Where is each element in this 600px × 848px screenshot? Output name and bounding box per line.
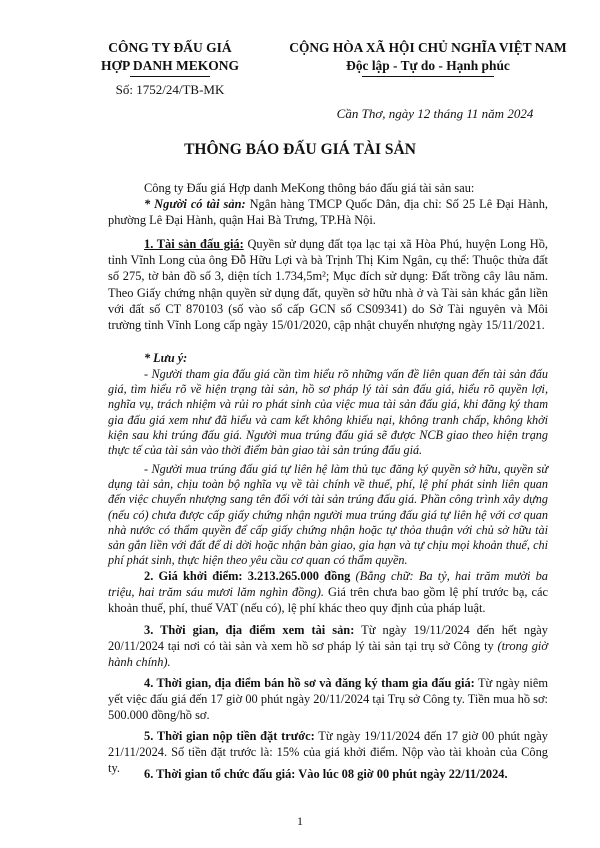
owner-label: * Người có tài sản: xyxy=(144,197,246,211)
asset-text: Quyền sử dụng đất tọa lạc tại xã Hòa Phú, huyện Long Hồ, tỉnh Vĩnh Long của ông Đỗ Hữu Lợi và bà Trịnh Thị Kim Ngân, cụ thể: Thuộc thửa đất số 275, tờ bản đồ số 3, diện tích 1.734,5m²; Mục đích sử dụng: Đất trồng cây lâu năm. Theo Giấy chứng nhận quyền sử dụng đất, quyền sở hữu nhà ở và Tài sản khác gắn liền với đất số CT 870103 (số vào sổ cấp GCN số CS09341) do Sở Tài nguyên và Môi trường tỉnh Vĩnh Long cấp ngày 15/01/2020, cập nhật chuyển nhượng ngày 15/11/2021. xyxy=(108,237,548,333)
asset-paragraph xyxy=(108,236,548,333)
deposit-text: Từ ngày 19/11/2024 đến 17 giờ 00 phút ngày 21/11/2024. Số tiền đặt trước là: 15% của giá khởi điểm. Nộp vào tài khoản của Công ty. xyxy=(108,729,548,776)
starting-price-words: (Bằng chữ: Ba tỷ, hai trăm mười ba triệu, hai trăm sáu mươi lăm nghìn đồng). xyxy=(108,569,549,600)
viewing-label: 3. Thời gian, địa điểm xem tài sản: xyxy=(144,623,355,637)
starting-price-text: Giá trên chưa bao gồm lệ phí trước bạ, các khoản thuế, phí, thuế VAT (nếu có), lệ phí khác theo quy định của pháp luật. xyxy=(108,585,548,616)
auction-time: 6. Thời gian tổ chức đấu giá: Vào lúc 08 giờ 00 phút ngày 22/11/2024. xyxy=(144,767,508,781)
registration-paragraph xyxy=(108,675,548,724)
note-2: - Người mua trúng đấu giá tự liên hệ làm thủ tục đăng ký quyền sở hữu, quyền sử dụng tài sản, chịu toàn bộ nghĩa vụ về tài chính về thuế, phí, lệ phí phát sinh liên quan đến việc chuyển nhượng sang tên đối với tài sản trúng đấu giá. Phần công trình xây dựng (nếu có) chưa được cấp giấy chứng nhận người mua trúng đấu giá tự liên hệ với cơ quan nhà nước có thẩm quyền để cấp giấy chứng nhận hoặc tự thỏa thuận với chủ sở hữu tài sản gắn liền với đất để di dời hoặc nhận bàn giao, gia hạn và tự chịu mọi khoản thuế, chi phí phát sinh, thực hiện theo yêu cầu cơ quan có thẩm quyền. xyxy=(108,462,548,568)
intro-text: Công ty Đấu giá Hợp danh MeKong thông báo đấu giá tài sản sau: xyxy=(144,181,475,195)
national-motto: Độc lập - Tự do - Hạnh phúc xyxy=(346,58,510,73)
document-title: THÔNG BÁO ĐẤU GIÁ TÀI SẢN xyxy=(184,141,416,158)
registration-label: 4. Thời gian, địa điểm bán hồ sơ và đăng ký tham gia đấu giá: xyxy=(144,676,475,690)
starting-price-label: 2. Giá khởi điểm: 3.213.265.000 đồng xyxy=(144,569,351,583)
starting-price-paragraph xyxy=(108,568,548,617)
motto-underline xyxy=(362,76,494,77)
company-name-line2: HỢP DANH MEKONG xyxy=(101,58,239,73)
registration-text: Từ ngày niêm yết việc đấu giá đến 17 giờ 00 phút ngày 20/11/2024 tại Trụ sở Công ty. Tiền mua hồ sơ: 500.000 đồng/hồ sơ. xyxy=(108,676,548,723)
place-date: Cần Thơ, ngày 12 tháng 11 năm 2024 xyxy=(336,106,534,121)
note-1: - Người tham gia đấu giá cần tìm hiểu rõ những vấn đề liên quan đến tài sản đấu giá, tìm hiểu rõ về hiện trạng tài sản, hồ sơ pháp lý tài sản đấu giá, hiểu rõ quyền lợi, nghĩa vụ, trách nhiệm và rủi ro phát sinh của việc mua tài sản đấu giá, khi đăng ký tham gia đấu giá xem như đã hiểu và cam kết không khiếu nại, không tranh chấp, không khởi kiện sau khi trúng đấu giá. Người mua trúng đấu giá sẽ được NCB giao theo hiện trạng thực tế của tài sản vào thời điểm bàn giao tài sản trúng đấu giá. xyxy=(108,367,548,458)
notes-heading: * Lưu ý: xyxy=(144,351,188,365)
owner-text: Ngân hàng TMCP Quốc Dân, địa chỉ: Số 25 Lê Đại Hành, phường Lê Đại Hành, quận Hai Bà Trưng, TP.Hà Nội. xyxy=(108,197,548,228)
nation-title: CỘNG HÒA XÃ HỘI CHỦ NGHĨA VIỆT NAM xyxy=(289,40,567,55)
document-number: Số: 1752/24/TB-MK xyxy=(115,82,225,97)
viewing-paragraph xyxy=(108,622,548,671)
company-underline xyxy=(130,76,210,77)
company-name-line1: CÔNG TY ĐẤU GIÁ xyxy=(108,40,232,55)
viewing-hours: (trong giờ hành chính). xyxy=(108,639,548,670)
owner-paragraph xyxy=(108,196,548,228)
asset-label: 1. Tài sản đấu giá: xyxy=(144,237,244,251)
deposit-label: 5. Thời gian nộp tiền đặt trước: xyxy=(144,729,315,743)
viewing-text: Từ ngày 19/11/2024 đến hết ngày 20/11/2024 tại nơi có tài sản và xem hồ sơ pháp lý tài sản tại trụ sở Công ty xyxy=(108,623,548,654)
page-number: 1 xyxy=(297,814,303,828)
